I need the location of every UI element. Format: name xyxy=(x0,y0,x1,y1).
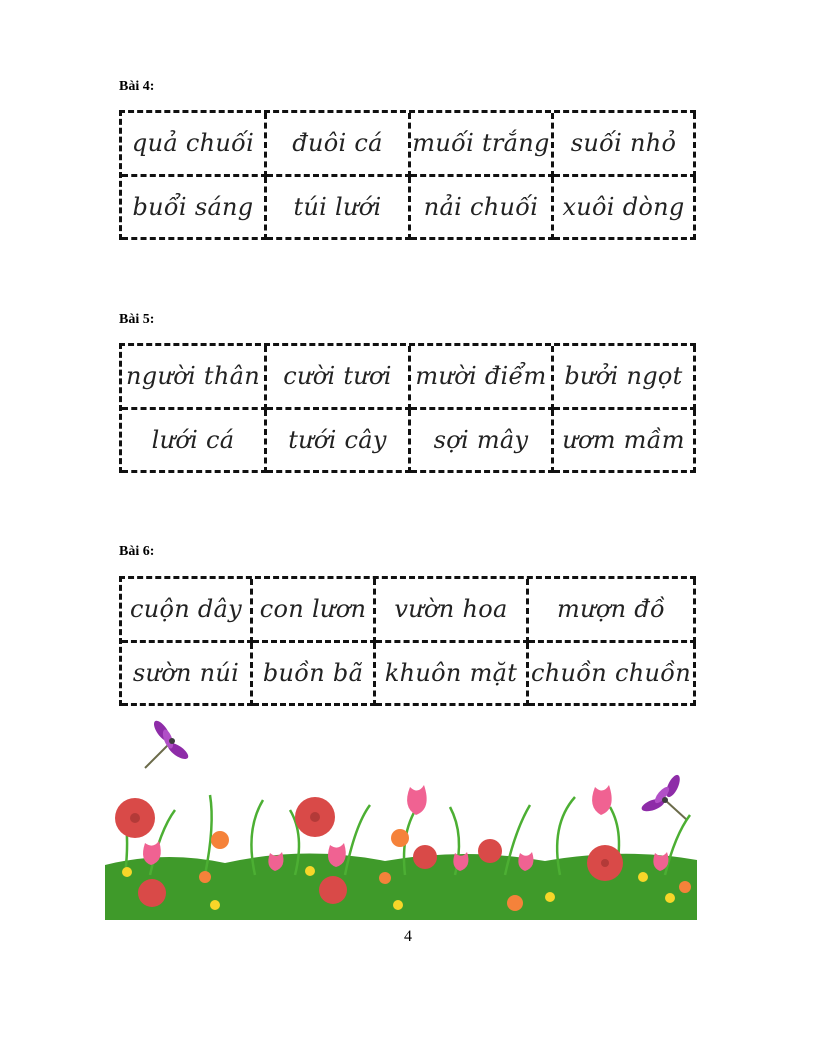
word-cell: buổi sáng xyxy=(122,177,267,241)
word-cell: túi lưới xyxy=(267,177,411,241)
exercise-6-grid xyxy=(119,576,696,706)
word-cell: nải chuối xyxy=(411,177,554,241)
word-cell: tưới cây xyxy=(267,410,411,474)
word-cell: suối nhỏ xyxy=(554,113,696,177)
page-number: 4 xyxy=(404,928,412,945)
dragonfly-icon xyxy=(640,773,687,820)
word-cell: sợi mây xyxy=(411,410,554,474)
word-cell: mượn đồ xyxy=(529,579,696,643)
word-cell: khuôn mặt xyxy=(376,643,529,707)
word-cell: quả chuối xyxy=(122,113,267,177)
word-cell: xuôi dòng xyxy=(554,177,696,241)
word-cell: vườn hoa xyxy=(376,579,529,643)
word-cell: cuộn dây xyxy=(122,579,253,643)
word-cell: muối trắng xyxy=(411,113,554,177)
dragonfly-icon xyxy=(145,718,191,768)
meadow-illustration xyxy=(105,715,697,920)
word-cell: đuôi cá xyxy=(267,113,411,177)
word-cell: lưới cá xyxy=(122,410,267,474)
word-cell: buồn bã xyxy=(253,643,376,707)
word-cell: ươm mầm xyxy=(554,410,696,474)
word-cell: con lươn xyxy=(253,579,376,643)
exercise-4-grid xyxy=(119,110,696,240)
exercise-5-title: Bài 5: xyxy=(119,312,155,327)
exercise-6-title: Bài 6: xyxy=(119,544,155,559)
exercise-5-grid xyxy=(119,343,696,473)
word-cell: bưởi ngọt xyxy=(554,346,696,410)
word-cell: người thân xyxy=(122,346,267,410)
exercise-4-title: Bài 4: xyxy=(119,79,155,94)
word-cell: sườn núi xyxy=(122,643,253,707)
word-cell: cười tươi xyxy=(267,346,411,410)
word-cell: chuồn chuồn xyxy=(529,643,696,707)
word-cell: mười điểm xyxy=(411,346,554,410)
